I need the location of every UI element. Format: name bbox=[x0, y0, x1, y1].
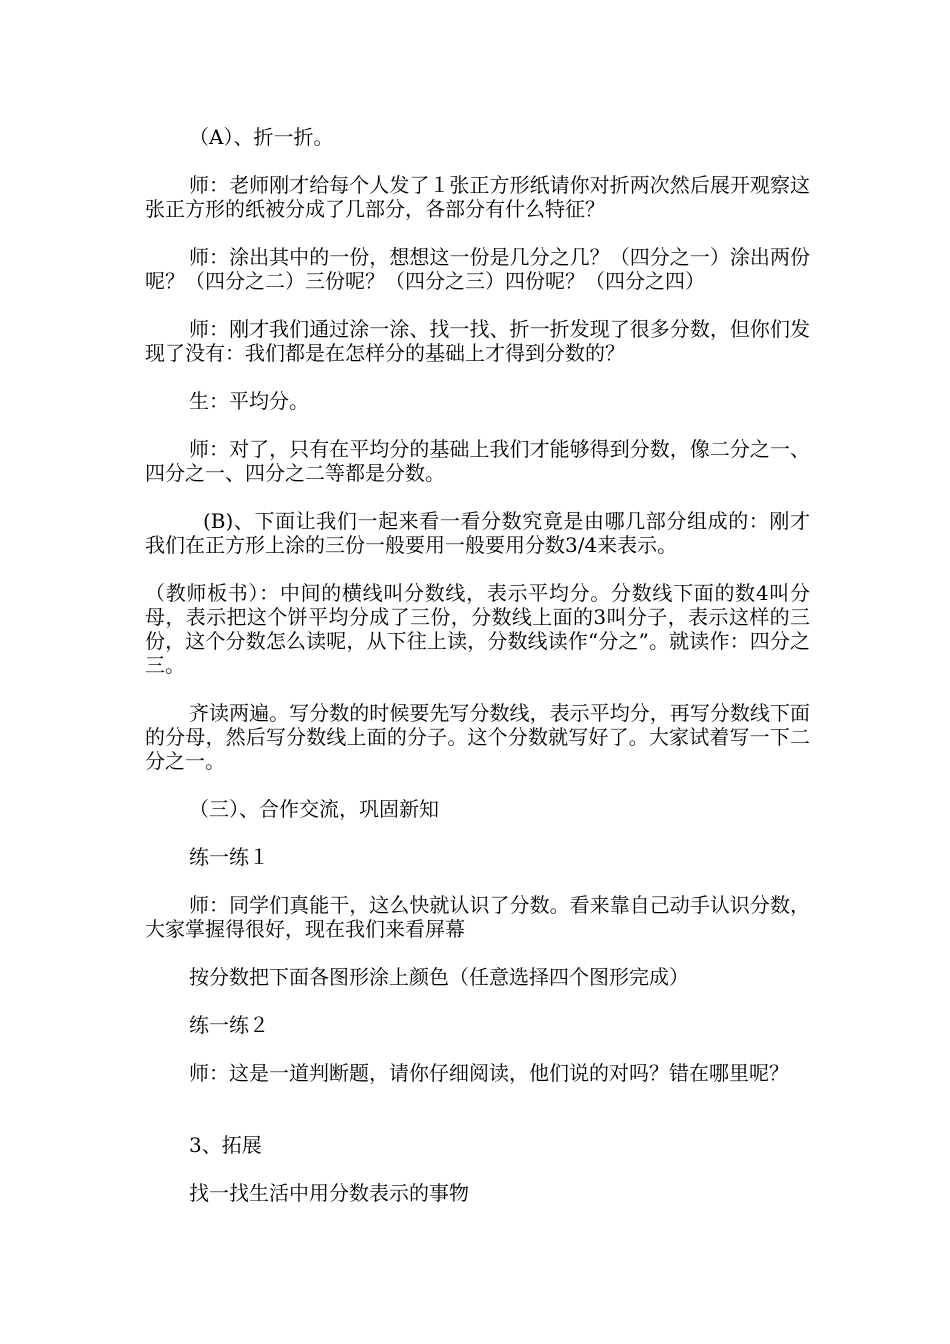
paragraph-fraction-parts: (B)、下面让我们一起来看一看分数究竟是由哪几部分组成的：刚才我们在正方形上涂的三份一般要用一般要用分数3/4来表示。 bbox=[145, 509, 810, 557]
paragraph-section-three-heading: （三）、合作交流，巩固新知 bbox=[189, 797, 439, 821]
paragraph-teacher-confirm: 师：对了，只有在平均分的基础上我们才能够得到分数，像二分之一、四分之一、四分之二等都是分数。 bbox=[145, 437, 810, 485]
paragraph-teacher-color-parts: 师：涂出其中的一份，想想这一份是几分之几？（四分之一）涂出两份呢？（四分之二）三份呢？（四分之三）四份呢？（四分之四） bbox=[145, 245, 810, 293]
paragraph-exercise-two: 练一练２ bbox=[189, 1013, 269, 1037]
paragraph-board-writing: （教师板书）：中间的横线叫分数线，表示平均分。分数线下面的数4叫分母，表示把这个饼平均分成了三份，分数线上面的3叫分子，表示这样的三份，这个分数怎么读呢，从下往上读，分数线读作“分之”。就读作：四分之三。 bbox=[145, 581, 810, 677]
paragraph-fold-heading: （A）、折一折。 bbox=[189, 125, 334, 149]
paragraph-judgment-question: 师：这是一道判断题，请你仔细阅读，他们说的对吗？错在哪里呢？ bbox=[189, 1061, 789, 1085]
paragraph-extension-heading: 3、拓展 bbox=[189, 1133, 262, 1157]
paragraph-teacher-praise: 师：同学们真能干，这么快就认识了分数。看来靠自己动手认识分数，大家掌握得很好，现在我们来看屏幕 bbox=[145, 893, 810, 941]
paragraph-teacher-fold-instruction: 师：老师刚才给每个人发了１张正方形纸请你对折两次然后展开观察这张正方形的纸被分成了几部分，各部分有什么特征？ bbox=[145, 173, 810, 221]
paragraph-find-fractions: 找一找生活中用分数表示的事物 bbox=[189, 1181, 469, 1205]
paragraph-teacher-question: 师：刚才我们通过涂一涂、找一找、折一折发现了很多分数，但你们发现了没有：我们都是在怎样分的基础上才得到分数的？ bbox=[145, 317, 810, 365]
paragraph-exercise-one: 练一练１ bbox=[189, 845, 269, 869]
paragraph-color-shapes: 按分数把下面各图形涂上颜色（任意选择四个图形完成） bbox=[189, 965, 689, 989]
paragraph-student-answer: 生：平均分。 bbox=[189, 389, 309, 413]
paragraph-read-and-write: 齐读两遍。写分数的时候要先写分数线，表示平均分，再写分数线下面的分母，然后写分数线上面的分子。这个分数就写好了。大家试着写一下二分之一。 bbox=[145, 701, 810, 773]
